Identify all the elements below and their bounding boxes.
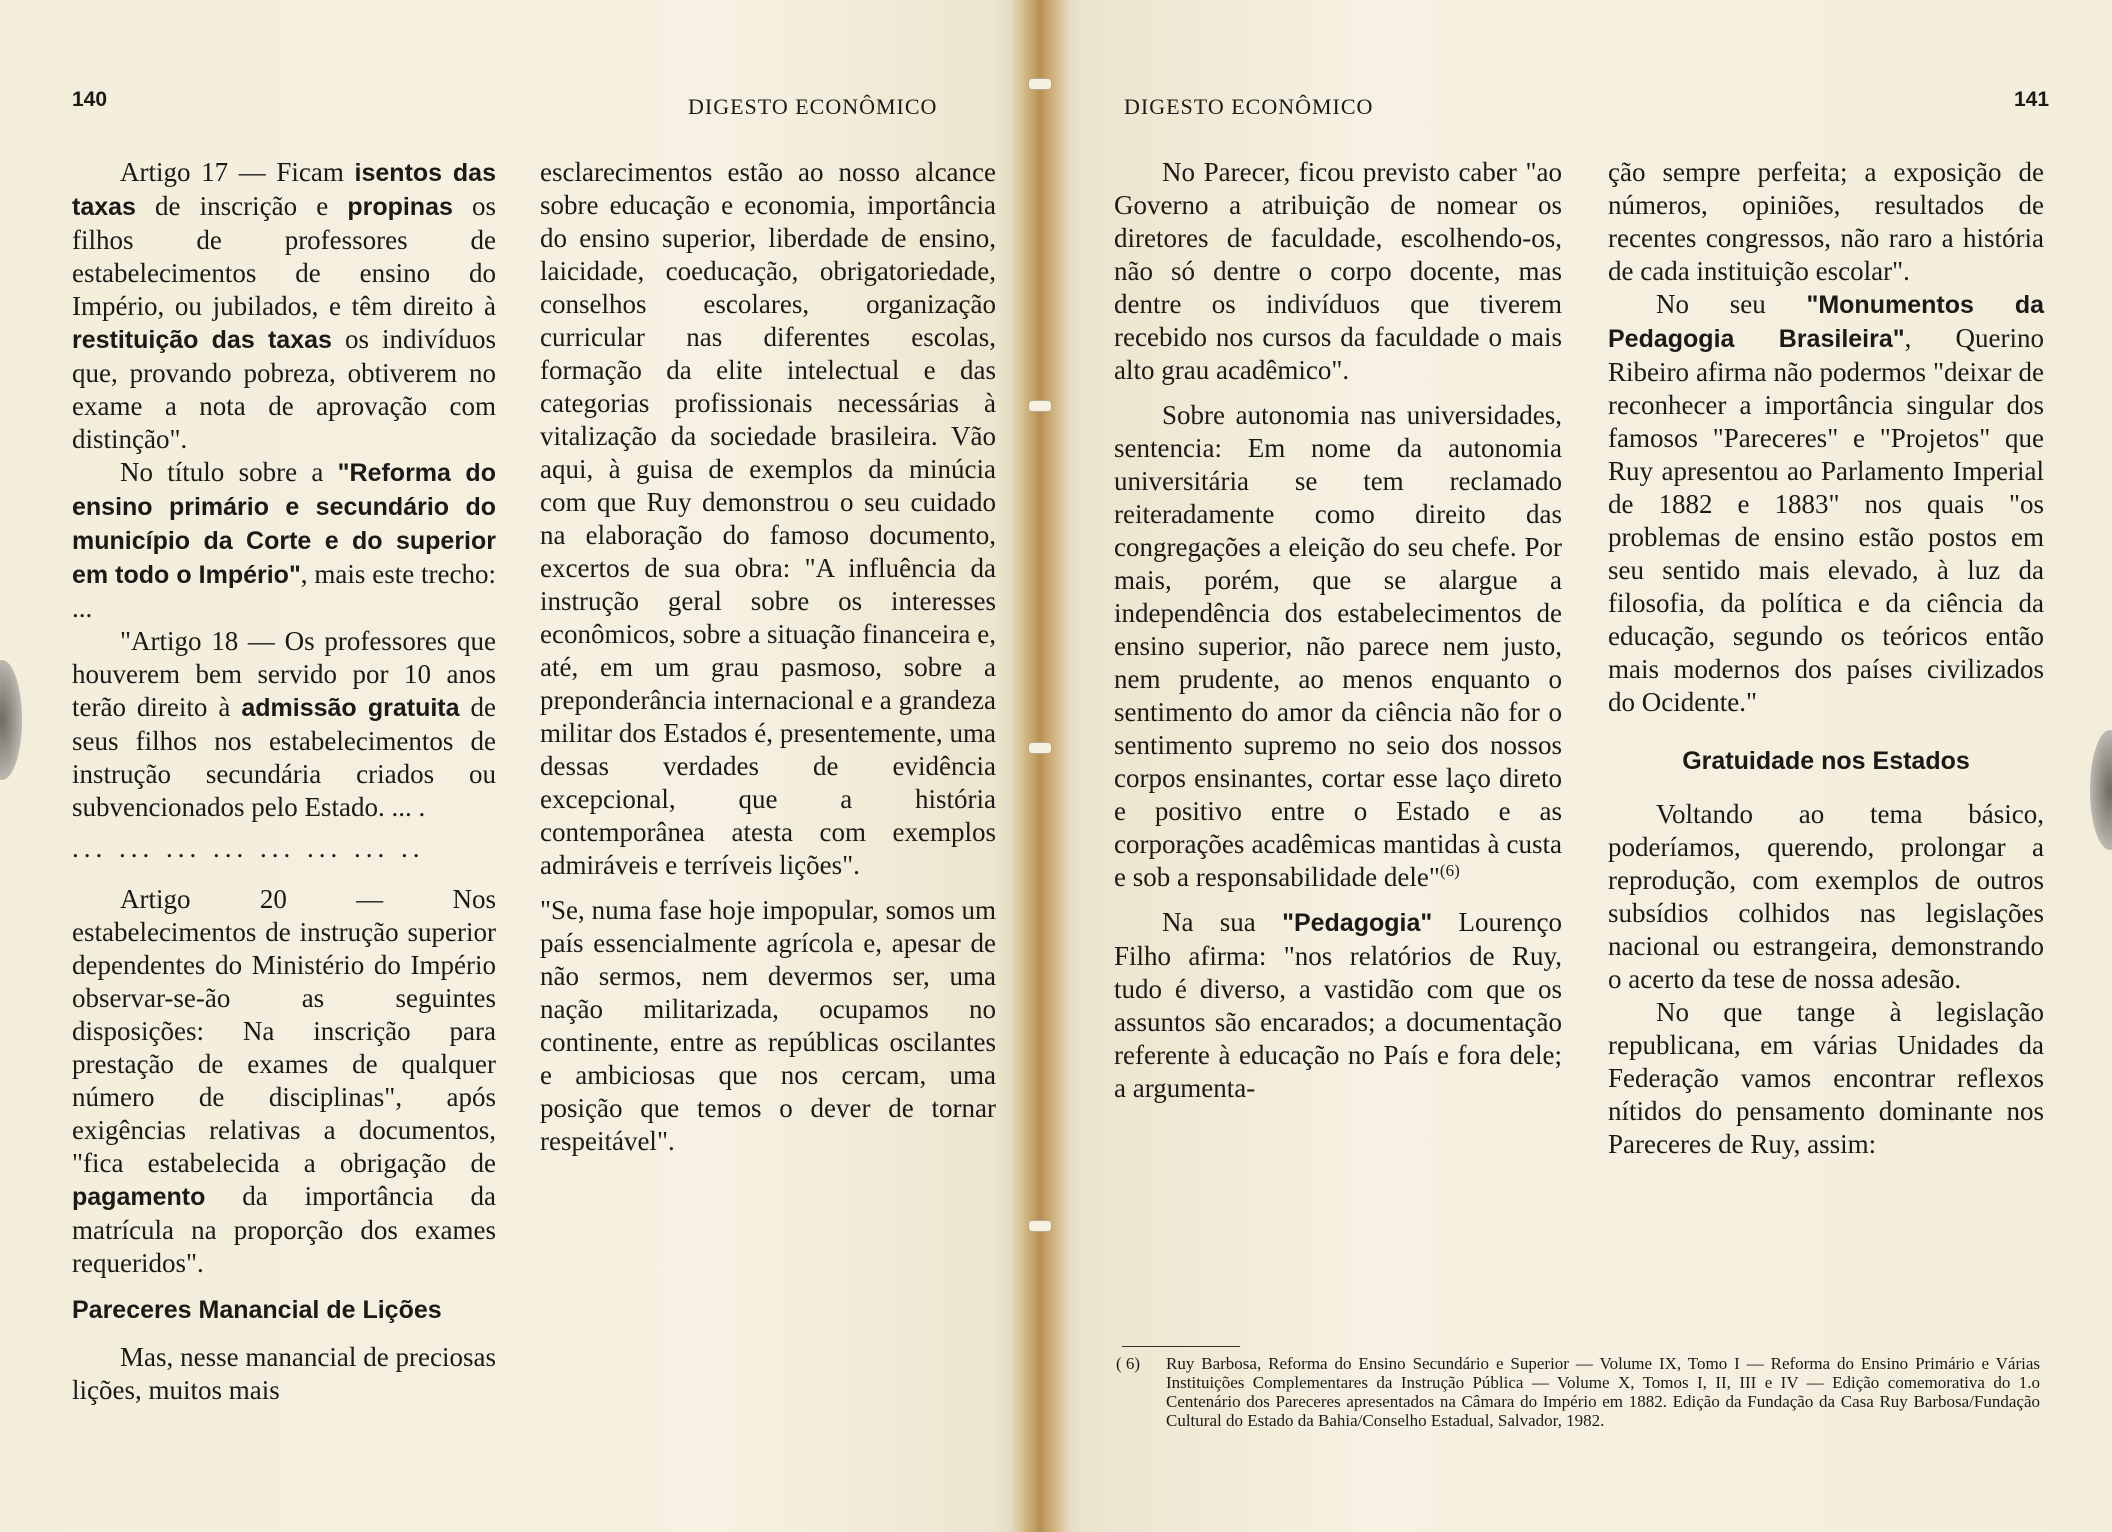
paragraph: Artigo 20 — Nos estabelecimentos de instrução superior dependentes do Ministério do Império observar-se-ão as seguintes disposições: Na inscrição para prestação de exames de qualquer número de disciplinas", após exigências relativas a documentos, "fica estabelecida a obrigação de pagamento da importância da matrícula na proporção dos exames requeridos". (72, 884, 496, 1278)
paragraph: Mas, nesse manancial de preciosas lições, muitos mais (72, 1342, 496, 1405)
ellipsis-line: ... ... ... ... ... ... ... .. (72, 833, 425, 863)
paragraph: No título sobre a "Reforma do ensino primário e secundário do município da Corte e do superior em todo o Império", mais este trecho: ... (72, 457, 496, 623)
section-heading: Pareceres Manancial de Lições (72, 1296, 442, 1324)
page-number: 140 (72, 88, 108, 111)
left-page-column-2 (540, 156, 996, 1158)
binding-stitch (1028, 78, 1052, 90)
running-header: DIGESTO ECONÔMICO (688, 94, 938, 119)
paragraph: Artigo 17 — Ficam isentos das taxas de inscrição e propinas os filhos de professores de estabelecimentos de ensino do Império, ou jubilados, e têm direito à restituição das taxas os indivíduos que, provando pobreza, obtiverem no exame a nota de aprovação com distinção". (72, 157, 497, 454)
section-heading: Gratuidade nos Estados (1682, 747, 1970, 775)
paragraph: No seu "Monumentos da Pedagogia Brasileira", Querino Ribeiro afirma não podermos "deixar de reconhecer a importância singular dos famosos "Pareceres" e "Projetos" que Ruy apresentou ao Parlamento Imperial de 1882 e 1883" nos quais "os problemas de ensino estão postos em seu sentido mais elevado, à luz da filosofia, da política e da ciência da educação, segundo os teóricos então mais modernos dos países civilizados do Ocidente." (1608, 289, 2044, 717)
footnote-text: Ruy Barbosa, Reforma do Ensino Secundário e Superior — Volume IX, Tomo I — Reforma do Ensino Primário e Várias Instituições Complementares da Instrução Pública — Volume X, Tomos I, II, III e IV — Edição comemorativa do 1.o Centenário dos Pareceres apresentados na Câmara do Império em 1882. Edição da Fundação da Casa Ruy Barbosa/Fundação Cultural do Estado da Bahia/Conselho Estadual, Salvador, 1982. (1166, 1354, 2040, 1430)
paragraph: No que tange à legislação republicana, em várias Unidades da Federação vamos encontrar reflexos nítidos do pensamento dominante nos Pareceres de Ruy, assim: (1608, 997, 2044, 1159)
paragraph: "Se, numa fase hoje impopular, somos um país essencialmente agrícola e, apesar de não sermos, nem devermos ser, uma nação militarizada, ocupamos no continente, entre as repúblicas oscilantes e ambiciosas que nos cercam, uma posição que temos o dever de tornar respeitável". (540, 895, 996, 1156)
right-page-column-1 (1114, 156, 1562, 1105)
footnote-rule (1122, 1346, 1240, 1347)
binding-stitch (1028, 1220, 1052, 1232)
binding-stitch (1028, 400, 1052, 412)
paragraph: ção sempre perfeita; a exposição de números, opiniões, resultados de recentes congressos, não raro a história de cada instituição escolar". (1608, 157, 2044, 286)
paragraph: Na sua "Pedagogia" Lourenço Filho afirma: "nos relatórios de Ruy, tudo é diverso, a vastidão com que os assuntos são encarados; a documentação referente à educação no País e fora dele; a argumenta- (1114, 907, 1562, 1103)
paragraph: No Parecer, ficou previsto caber "ao Governo a atribuição de nomear os diretores de faculdade, escolhendo-os, não só dentre o corpo docente, mas dentre os indivíduos que tiverem recebido nos cursos da faculdade o mais alto grau acadêmico". (1114, 157, 1562, 385)
left-page-column-1 (72, 156, 496, 1407)
footnote-number: ( 6) (1116, 1354, 1141, 1373)
paragraph: Voltando ao tema básico, poderíamos, querendo, prolongar a reprodução, com exemplos de outros subsídios colhidos nas legislações nacional ou estrangeira, demonstrando o acerto da tese de nossa adesão. (1608, 799, 2044, 994)
binding-stitch (1028, 742, 1052, 754)
book-gutter (1010, 0, 1070, 1532)
footnote-reference: (6) (1439, 861, 1460, 880)
footnote (1116, 1354, 2040, 1430)
running-header: DIGESTO ECONÔMICO (1124, 94, 1374, 119)
paragraph: "Artigo 18 — Os professores que houverem bem servido por 10 anos terão direito à admissão gratuita de seus filhos nos estabelecimentos de instrução secundária criados ou subvencionados pelo Estado. ... . (72, 626, 497, 822)
paragraph: esclarecimentos estão ao nosso alcance sobre educação e economia, importância do ensino superior, liberdade de ensino, laicidade, coeducação, obrigatoriedade, conselhos escolares, organização curricular nas diferentes escolas, formação da elite intelectual e das categorias profissionais necessárias à vitalização da sociedade brasileira. Vão aqui, à guisa de exemplos da minúcia com que Ruy demonstrou o seu cuidado na elaboração do famoso documento, excertos de sua obra: "A influência da instrução geral sobre os interesses econômicos, sobre a situação financeira e, até, em um grau pasmoso, sobre a preponderância internacional e a grandeza militar dos Estados é, presentemente, uma dessas verdades de evidência excepcional, que a história contemporânea atesta com exemplos admiráveis e terríveis lições". (540, 157, 996, 880)
paragraph: Sobre autonomia nas universidades, sentencia: Em nome da autonomia universitária se tem reclamado reiteradamente como direito das congregações a eleição do seu chefe. Por mais, porém, que se alargue a independência dos estabelecimentos de ensino superior, não parece nem justo, nem prudente, ao menos enquanto o sentimento do amor da ciência não for o sentimento supremo no seio dos nossos corpos ensinantes, cortar esse laço direto e positivo entre o Estado e as corporações acadêmicas mantidas à custa e sob a responsabilidade dele"$^{(6)}$ (1114, 400, 1562, 892)
right-page-column-2 (1608, 156, 2044, 1161)
page-number: 141 (2014, 88, 2050, 111)
